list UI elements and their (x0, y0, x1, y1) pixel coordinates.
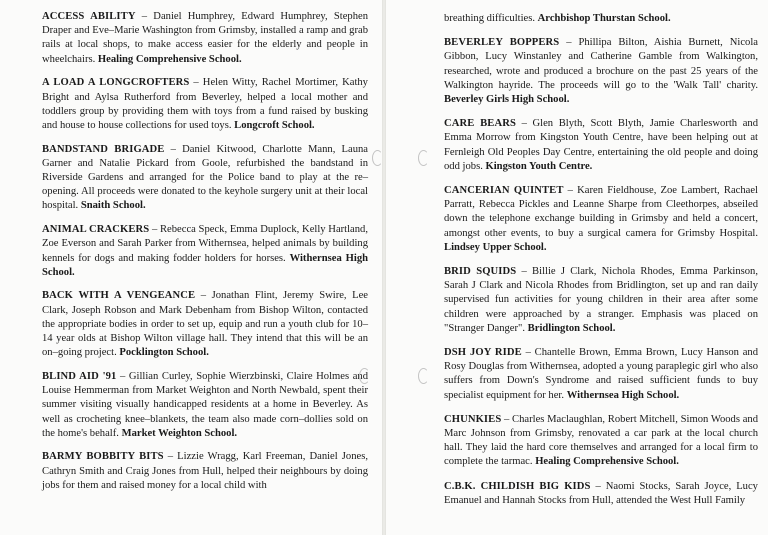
entry-animal-crackers (42, 223, 368, 280)
entry-school: Withernsea High School. (42, 252, 369, 278)
entry-school: Longcroft School. (234, 119, 315, 131)
entry-school: Snaith School. (80, 200, 146, 212)
entry-beverley-boppers (444, 36, 758, 107)
entry-title: ANIMAL CRACKERS (42, 224, 150, 236)
entry-body: – Karen Fieldhouse, Zoe Lambert, Rachael Parratt, Rebecca Pickles and Leanne Sharpe from Cleethorpes, abseiled down the telephone exchange building in Grimsby and held a concert, amongst other events, to buy a surgical camera for Grimsby Hospital. (444, 185, 758, 239)
entry-title: C.B.K. CHILDISH BIG KIDS (444, 480, 591, 492)
entry-school: Lindsey Upper School. (444, 241, 547, 253)
entry-school: Withernsea High School. (566, 389, 680, 401)
entry-title: A LOAD A LONGCROFTERS (42, 77, 190, 89)
entry-body: breathing difficulties. (444, 13, 538, 24)
entry-brid-squids (444, 265, 758, 336)
entry-body: – Daniel Kitwood, Charlotte Mann, Launa Garner and Natalie Pickard from Goole, refurbished the bandstand in Riverside Gardens and arranged for the Police band to play at the re–opening. All proceeds were donated to the keyhole surgery unit at their local hospital. (42, 143, 369, 212)
entry-dsh-joy-ride (444, 346, 758, 403)
right-page (386, 0, 768, 535)
entry-barmy-bobbity-bits (42, 450, 368, 493)
entry-cbk-childish-big-kids (444, 480, 758, 508)
entry-body: – Jonathan Flint, Jeremy Swire, Lee Clark, Joseph Robson and Mark Debenham from Bishop Wilton, contacted the appropriate bodies in order to set up, equip and run a youth club for 10–14 year olds at Bishop Wilton village hall. They intend that this will be an on–going project. (42, 290, 369, 359)
entry-body: – Glen Blyth, Scott Blyth, Jamie Charlesworth and Emma Morrow from Kingston Youth Centre, have been helping out at Fernleigh Old Peoples Day Centre, entertaining the old people and doing odd jobs. (444, 118, 759, 172)
entry-school: Bridlington School. (527, 322, 616, 334)
entry-title: BACK WITH A VENGEANCE (42, 290, 196, 302)
entry-title: BARMY BOBBITY BITS (42, 451, 164, 463)
entry-a-load-a-longcrofters (42, 76, 368, 133)
entry-body: – Chantelle Brown, Emma Brown, Lucy Hanson and Rosy Douglas from Withernsea, adopted a young paraplegic girl who also suffers from Down's Syndrome and raised sufficient funds to buy specialist equipment for her. (444, 347, 758, 401)
entry-body: – Naomi Stocks, Sarah Joyce, Lucy Emanuel and Hannah Stocks from Hull, attended the West Hull Family (444, 480, 758, 506)
entry-body: – Phillipa Bilton, Aishia Burnett, Nicola Gibbon, Lucy Winstanley and Catherine Gamble from Walkington, researched, wrote and produced a brochure on the past 25 years of the Walkington hayride. The proceeds will go to the 'Walk Tall' charity. (444, 37, 758, 91)
punch-hole-mark (418, 150, 429, 166)
entry-title: CARE BEARS (444, 118, 516, 130)
entry-access-ability (42, 10, 368, 67)
entry-school: Pocklington School. (119, 347, 209, 359)
entry-school: Beverley Girls High School. (444, 94, 570, 106)
entry-title: DSH JOY RIDE (444, 347, 522, 359)
entry-body: – Daniel Humphrey, Edward Humphrey, Stephen Draper and Eve–Marie Washington from Grimsby, installed a ramp and grab rails at local shops, to make access easier for the elderly and people in wheelchairs. (42, 11, 368, 65)
entry-body: – Helen Witty, Rachel Mortimer, Kathy Bright and Aylsa Rutherford from Beverley, helped a local mother and toddlers group by providing them with toys from a fund raised by busking and house to house collections for used toys. (42, 77, 368, 131)
entry-blind-aid-91 (42, 370, 368, 441)
entry-school: Healing Comprehensive School. (97, 53, 242, 65)
entry-title: BEVERLEY BOPPERS (444, 37, 560, 49)
punch-hole-mark (359, 368, 370, 384)
entry-body: – Gillian Curley, Sophie Wierzbinski, Claire Holmes and Louise Hemmerman from Market Weighton and North Newbald, spent their summer visiting visually handicapped residents at a home in Beverley. As well as crocheting knee–blankets, the team also made corn–dollies sold on the home's behalf. (42, 370, 368, 439)
punch-hole-mark (372, 150, 383, 166)
left-page (0, 0, 382, 535)
entry-back-with-a-vengeance (42, 289, 368, 360)
entry-continuation (444, 12, 758, 26)
entry-title: BANDSTAND BRIGADE (42, 143, 165, 155)
entry-title: ACCESS ABILITY (42, 11, 136, 22)
entry-body: – Billie J Clark, Nichola Rhodes, Emma Parkinson, Sarah J Clark and Nicola Rhodes from Bridlington, set up and ran daily supervised fun activities for young children in their area after some children were approached by a stranger. Emphasis was placed on "Stranger Danger". (444, 266, 758, 334)
entry-cancerian-quintet (444, 184, 758, 255)
entry-bandstand-brigade (42, 143, 368, 214)
entry-school: Archbishop Thurstan School. (537, 13, 671, 24)
entry-title: BRID SQUIDS (444, 266, 517, 278)
punch-hole-mark (418, 368, 429, 384)
entry-title: CANCERIAN QUINTET (444, 185, 564, 197)
entry-care-bears (444, 117, 758, 174)
entry-title: CHUNKIES (444, 413, 502, 425)
entry-chunkies (444, 413, 758, 470)
entry-school: Healing Comprehensive School. (535, 456, 679, 468)
entry-body: – Lizzie Wragg, Karl Freeman, Daniel Jones, Cathryn Smith and Craig Jones from Hull, helped their neighbours by doing jobs for them and raised money for a local child with (42, 451, 368, 491)
entry-title: BLIND AID '91 (42, 370, 117, 382)
entry-school: Market Weighton School. (121, 427, 238, 439)
entry-school: Kingston Youth Centre. (485, 160, 593, 172)
entry-body: – Charles Maclaughlan, Robert Mitchell, Simon Woods and Marc Johnson from Grimsby, renovated a car park at the local church hall. They laid the hard core themselves and arranged for a local firm to complete the tarmac. (444, 413, 758, 468)
entry-body: – Rebecca Speck, Emma Duplock, Kelly Hartland, Zoe Everson and Sarah Parker from Withernsea, helped animals by building kennels for dogs and making fodder holders for horses. (42, 224, 369, 264)
